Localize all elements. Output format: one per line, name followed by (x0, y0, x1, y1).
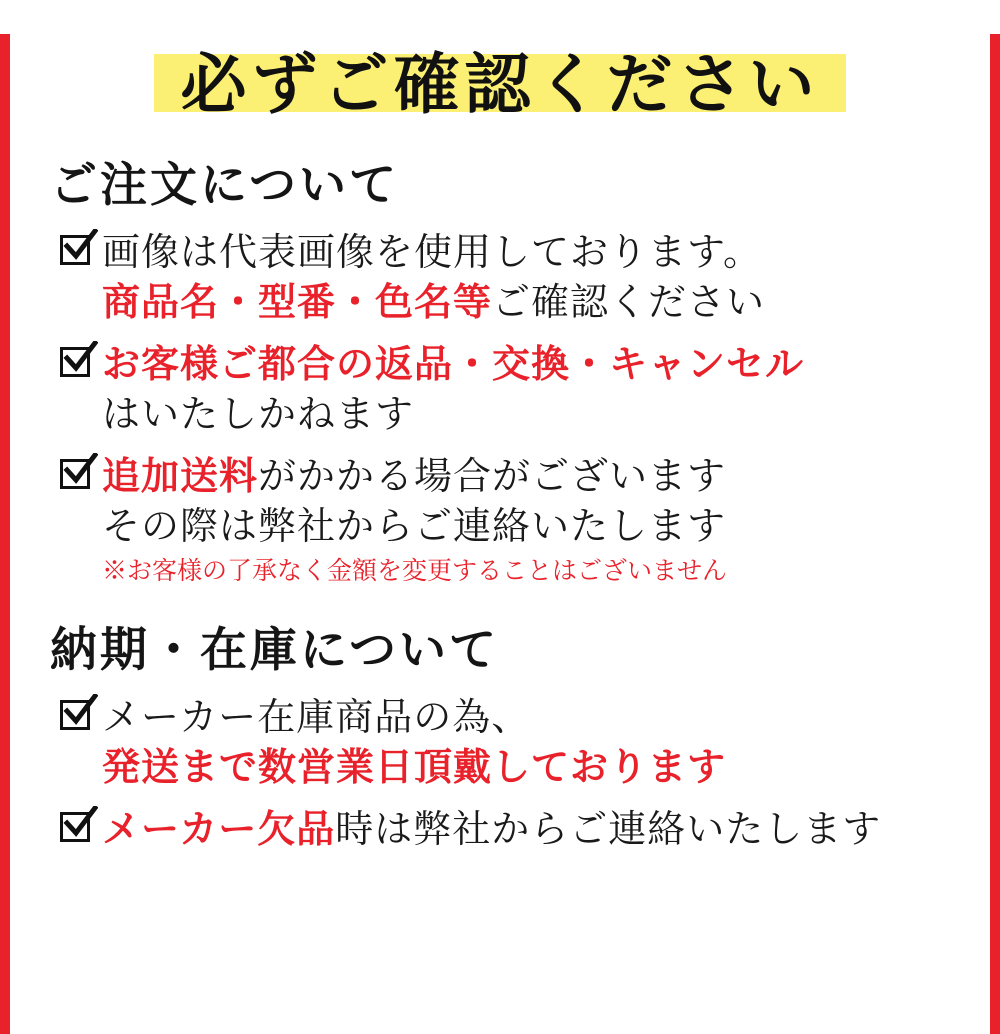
list-item-text (102, 451, 956, 589)
checkbox-checked-icon (58, 231, 98, 271)
text-line (102, 277, 956, 327)
emphasis-text: メーカー欠品 (102, 806, 336, 851)
text-line (102, 227, 956, 277)
text-line (102, 692, 956, 742)
plain-text: 時は弊社からご連絡いたします (335, 807, 882, 851)
checkbox-checked-icon (58, 343, 98, 383)
text-line (102, 451, 956, 501)
plain-text: 画像は代表画像を使用しております。 (102, 230, 762, 274)
plain-text: その際は弊社からご連絡いたします (102, 504, 727, 548)
list-item-text (102, 227, 956, 327)
emphasis-text: 発送まで数営業日頂戴しております (102, 744, 727, 789)
list-item (58, 692, 956, 792)
notice-page (0, 34, 1000, 1034)
sections-container (44, 148, 956, 854)
list-item (58, 339, 956, 439)
plain-text: はいたしかねます (102, 392, 415, 436)
text-line (102, 804, 956, 854)
list-item-text (102, 804, 956, 854)
page-title (44, 34, 956, 142)
list-item (58, 227, 956, 327)
text-line (102, 742, 956, 792)
notice-content (10, 34, 990, 1034)
plain-text: ご確認ください (492, 280, 766, 324)
text-line (102, 389, 956, 439)
list-item-text (102, 692, 956, 792)
section-heading: 納期・在庫について (50, 623, 500, 678)
emphasis-text: 追加送料 (102, 453, 259, 498)
plain-text: メーカー在庫商品の為、 (102, 695, 531, 739)
list-item (58, 804, 956, 854)
section-heading: ご注文について (50, 158, 400, 213)
page-title-text: 必ずご確認ください (180, 45, 820, 123)
emphasis-text: お客様ご都合の返品・交換・キャンセル (102, 341, 805, 386)
plain-text: がかかる場合がございます (258, 454, 727, 498)
footnote: ※お客様の了承なく金額を変更することはございません (102, 556, 728, 585)
checkbox-checked-icon (58, 696, 98, 736)
text-line (102, 339, 956, 389)
checkbox-checked-icon (58, 455, 98, 495)
list-item-text (102, 339, 956, 439)
checkbox-checked-icon (58, 808, 98, 848)
list-item (58, 451, 956, 589)
emphasis-text: 商品名・型番・色名等 (102, 279, 493, 324)
text-line (102, 501, 956, 551)
